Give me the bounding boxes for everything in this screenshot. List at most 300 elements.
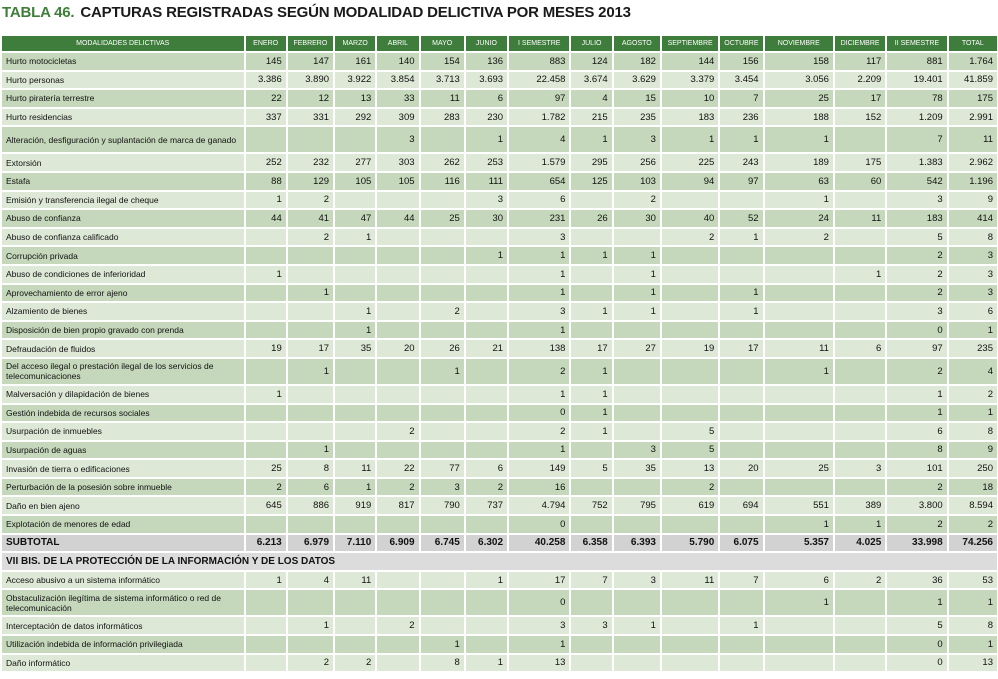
cell-value: 88 [246,173,286,190]
cell-value [466,386,507,403]
section-title: VII BIS. DE LA PROTECCIÓN DE LA INFORMACIÓN Y DE LOS DATOS [2,553,997,570]
cell-value [377,303,418,320]
table-row [2,210,997,227]
cell-value: 101 [887,460,946,477]
cell-value [835,322,885,339]
cell-value [835,359,885,384]
cell-value [466,359,507,384]
table-row [2,423,997,440]
cell-value [835,303,885,320]
cell-value [246,423,286,440]
cell-value [835,285,885,302]
cell-value: 1 [614,247,660,264]
cell-value [571,636,611,653]
table-row [2,173,997,190]
cell-value [377,192,418,209]
table-row [2,460,997,477]
cell-value [720,590,762,615]
cell-value: 20 [377,340,418,357]
cell-value [421,516,464,533]
cell-value [377,266,418,283]
cell-value [246,127,286,152]
cell-value [662,247,718,264]
cell-value: 17 [509,572,569,589]
cell-value: 645 [246,497,286,514]
table-row [2,266,997,283]
cell-value: 5.357 [765,535,833,552]
cell-value [614,359,660,384]
table-row [2,442,997,459]
cell-value: 111 [466,173,507,190]
row-label: Hurto piratería terrestre [2,90,244,107]
cell-value: 1 [466,572,507,589]
cell-value: 63 [765,173,833,190]
cell-value: 2 [288,655,333,672]
cell-value [765,442,833,459]
cell-value: 4.025 [835,535,885,552]
cell-value: 116 [421,173,464,190]
cell-value [421,285,464,302]
cell-value: 752 [571,497,611,514]
cell-value: 2 [509,423,569,440]
cell-value: 2 [614,192,660,209]
cell-value: 1 [571,247,611,264]
column-header: SEPTIEMBRE [662,36,718,51]
cell-value [720,442,762,459]
cell-value: 6.745 [421,535,464,552]
cell-value: 1 [571,423,611,440]
cell-value [614,229,660,246]
cell-value [720,266,762,283]
cell-value [614,322,660,339]
table-row [2,359,997,384]
cell-value [246,322,286,339]
cell-value [662,636,718,653]
cell-value: 654 [509,173,569,190]
cell-value: 33.998 [887,535,946,552]
cell-value [614,405,660,422]
cell-value: 1 [614,303,660,320]
column-header: ENERO [246,36,286,51]
cell-value: 0 [509,590,569,615]
cell-value: 2 [887,285,946,302]
cell-value: 6.393 [614,535,660,552]
cell-value: 11 [765,340,833,357]
cell-value [377,655,418,672]
cell-value: 97 [887,340,946,357]
cell-value: 158 [765,53,833,70]
cell-value [335,266,375,283]
cell-value: 21 [466,340,507,357]
table-row [2,127,997,152]
cell-value: 3.800 [887,497,946,514]
cell-value [765,386,833,403]
cell-value: 2 [509,359,569,384]
cell-value: 19 [246,340,286,357]
cell-value: 3.674 [571,72,611,89]
cell-value: 1 [335,479,375,496]
cell-value: 4 [288,572,333,589]
cell-value [720,423,762,440]
row-label: Corrupción privada [2,247,244,264]
cell-value: 1 [246,266,286,283]
cell-value: 175 [835,154,885,171]
cell-value: 215 [571,109,611,126]
cell-value: 24 [765,210,833,227]
cell-value [335,423,375,440]
cell-value [835,127,885,152]
row-label: Utilización indebida de información privilegiada [2,636,244,653]
cell-value: 551 [765,497,833,514]
cell-value: 1 [835,266,885,283]
cell-value: 7 [720,90,762,107]
cell-value: 6.302 [466,535,507,552]
cell-value: 1 [466,247,507,264]
cell-value: 13 [949,655,997,672]
cell-value: 1 [288,617,333,634]
cell-value: 243 [720,154,762,171]
cell-value: 1 [509,322,569,339]
cell-value: 790 [421,497,464,514]
cell-value: 7.110 [335,535,375,552]
cell-value: 1 [887,405,946,422]
table-row [2,109,997,126]
cell-value: 6 [835,340,885,357]
cell-value: 5 [887,617,946,634]
cell-value: 40.258 [509,535,569,552]
cell-value: 1 [246,386,286,403]
cell-value: 1 [949,636,997,653]
cell-value [835,617,885,634]
cell-value: 2 [377,423,418,440]
cell-value [720,636,762,653]
cell-value [335,359,375,384]
cell-value [720,386,762,403]
cell-value: 309 [377,109,418,126]
cell-value: 117 [835,53,885,70]
cell-value [421,229,464,246]
cell-value: 6 [509,192,569,209]
cell-value [335,516,375,533]
row-label: Perturbación de la posesión sobre inmueble [2,479,244,496]
cell-value: 8 [949,617,997,634]
cell-value: 149 [509,460,569,477]
cell-value [662,266,718,283]
cell-value [835,636,885,653]
cell-value: 35 [614,460,660,477]
cell-value: 22 [377,460,418,477]
cell-value [421,386,464,403]
cell-value: 1 [949,590,997,615]
cell-value [765,405,833,422]
cell-value: 1 [335,229,375,246]
cell-value [246,303,286,320]
cell-value: 1 [421,636,464,653]
cell-value [720,479,762,496]
table-row [2,386,997,403]
cell-value: 1 [571,386,611,403]
row-label: Hurto motocicletas [2,53,244,70]
cell-value: 25 [765,460,833,477]
column-header: AGOSTO [614,36,660,51]
cell-value [466,636,507,653]
cell-value [377,285,418,302]
cell-value [335,127,375,152]
cell-value: 5.790 [662,535,718,552]
cell-value: 1.579 [509,154,569,171]
cell-value: 1 [662,127,718,152]
cell-value: 26 [421,340,464,357]
cell-value: 542 [887,173,946,190]
cell-value [246,442,286,459]
cell-value [466,229,507,246]
cell-value: 6 [887,423,946,440]
cell-value: 303 [377,154,418,171]
table-row [2,572,997,589]
cell-value: 3 [949,266,997,283]
cell-value [466,516,507,533]
cell-value: 78 [887,90,946,107]
cell-value: 22.458 [509,72,569,89]
cell-value: 97 [509,90,569,107]
cell-value: 0 [887,655,946,672]
cell-value [335,617,375,634]
cell-value [765,655,833,672]
cell-value: 35 [335,340,375,357]
cell-value [662,322,718,339]
cell-value [662,590,718,615]
row-label: Daño informático [2,655,244,672]
cell-value [765,479,833,496]
cell-value: 235 [949,340,997,357]
cell-value: 1 [614,285,660,302]
cell-value: 183 [662,109,718,126]
cell-value: 6 [466,460,507,477]
row-label: Aprovechamiento de error ajeno [2,285,244,302]
cell-value [765,247,833,264]
cell-value [335,247,375,264]
row-label: Invasión de tierra o edificaciones [2,460,244,477]
table-row [2,340,997,357]
cell-value [720,405,762,422]
cell-value: 3 [377,127,418,152]
cell-value [835,442,885,459]
cell-value: 25 [246,460,286,477]
cell-value: 2 [377,479,418,496]
cell-value: 2 [887,359,946,384]
table-row [2,479,997,496]
cell-value: 3.386 [246,72,286,89]
cell-value: 5 [662,442,718,459]
cell-value: 6 [949,303,997,320]
cell-value: 881 [887,53,946,70]
cell-value: 189 [765,154,833,171]
cell-value: 1 [720,303,762,320]
cell-value: 17 [571,340,611,357]
cell-value: 152 [835,109,885,126]
cell-value: 44 [377,210,418,227]
cell-value: 3 [614,127,660,152]
cell-value [288,127,333,152]
cell-value: 2 [335,655,375,672]
cell-value: 145 [246,53,286,70]
cell-value: 1 [288,442,333,459]
cell-value: 1.383 [887,154,946,171]
cell-value [571,479,611,496]
cell-value: 1 [614,617,660,634]
cell-value: 1 [765,359,833,384]
cell-value: 140 [377,53,418,70]
cell-value: 53 [949,572,997,589]
cell-value: 6.909 [377,535,418,552]
cell-value [765,303,833,320]
cell-value: 0 [509,405,569,422]
cell-value [835,247,885,264]
cell-value [421,405,464,422]
table-row [2,655,997,672]
cell-value: 17 [720,340,762,357]
cell-value: 105 [335,173,375,190]
cell-value: 18 [949,479,997,496]
row-label: Explotación de menores de edad [2,516,244,533]
row-label: Alzamiento de bienes [2,303,244,320]
cell-value [377,322,418,339]
cell-value: 2.209 [835,72,885,89]
row-label: Alteración, desfiguración y suplantación de marca de ganado [2,127,244,152]
cell-value: 1 [571,405,611,422]
cell-value: 7 [887,127,946,152]
cell-value [765,266,833,283]
row-label: Obstaculización ilegítima de sistema informático o red de telecomunicación [2,590,244,615]
cell-value: 2 [765,229,833,246]
cell-value [765,285,833,302]
cell-value: 1 [720,229,762,246]
cell-value: 1 [765,127,833,152]
cell-value: 6 [466,90,507,107]
cell-value [246,229,286,246]
cell-value [421,590,464,615]
cell-value: 2 [421,303,464,320]
cell-value [835,192,885,209]
cell-value [835,590,885,615]
cell-value [288,405,333,422]
cell-value: 817 [377,497,418,514]
cell-value: 30 [614,210,660,227]
cell-value: 235 [614,109,660,126]
row-label: Abuso de confianza [2,210,244,227]
cell-value [335,285,375,302]
cell-value: 1 [509,636,569,653]
cell-value: 232 [288,154,333,171]
cell-value [335,590,375,615]
cell-value [662,285,718,302]
cell-value [720,359,762,384]
cell-value [421,322,464,339]
cell-value [571,285,611,302]
cell-value: 337 [246,109,286,126]
cell-value: 26 [571,210,611,227]
cell-value: 1 [887,590,946,615]
cell-value: 30 [466,210,507,227]
cell-value: 1.782 [509,109,569,126]
cell-value [720,247,762,264]
cell-value: 3 [509,617,569,634]
table-number: TABLA 46. [2,4,75,21]
table-row [2,229,997,246]
cell-value: 103 [614,173,660,190]
cell-value: 2 [887,479,946,496]
cell-value [571,322,611,339]
cell-value: 11 [662,572,718,589]
table-header-row [2,36,997,51]
cell-value: 1 [246,572,286,589]
cell-value: 8 [949,229,997,246]
cell-value [614,590,660,615]
cell-value [246,590,286,615]
cell-value: 236 [720,109,762,126]
cell-value: 3 [887,192,946,209]
cell-value: 1 [765,516,833,533]
cell-value [421,617,464,634]
row-label: Abuso de condiciones de inferioridad [2,266,244,283]
cell-value: 2 [887,266,946,283]
cell-value: 1 [335,303,375,320]
cell-value: 17 [288,340,333,357]
table-row [2,405,997,422]
cell-value: 2.962 [949,154,997,171]
cell-value: 188 [765,109,833,126]
cell-value: 74.256 [949,535,997,552]
cell-value: 1 [949,322,997,339]
cell-value [335,192,375,209]
cell-value [335,386,375,403]
cell-value: 3.056 [765,72,833,89]
cell-value: 3 [614,442,660,459]
cell-value: 4 [949,359,997,384]
table-row [2,90,997,107]
cell-value: 11 [835,210,885,227]
table-row [2,303,997,320]
cell-value [246,655,286,672]
cell-value: 256 [614,154,660,171]
cell-value: 125 [571,173,611,190]
row-label: Hurto residencias [2,109,244,126]
cell-value [466,442,507,459]
cell-value: 19 [662,340,718,357]
cell-value [377,247,418,264]
cell-value: 737 [466,497,507,514]
cell-value [571,655,611,672]
cell-value [377,229,418,246]
cell-value: 1 [949,405,997,422]
cell-value: 1 [421,359,464,384]
cell-value: 253 [466,154,507,171]
cell-value: 52 [720,210,762,227]
cell-value [377,359,418,384]
cell-value: 283 [421,109,464,126]
cell-value: 41.859 [949,72,997,89]
cell-value: 11 [421,90,464,107]
row-label: Usurpación de aguas [2,442,244,459]
cell-value: 22 [246,90,286,107]
cell-value: 36 [887,572,946,589]
column-header: II SEMESTRE [887,36,946,51]
cell-value [662,303,718,320]
cell-value [662,405,718,422]
cell-value: 44 [246,210,286,227]
cell-value: 7 [720,572,762,589]
cell-value: 15 [614,90,660,107]
